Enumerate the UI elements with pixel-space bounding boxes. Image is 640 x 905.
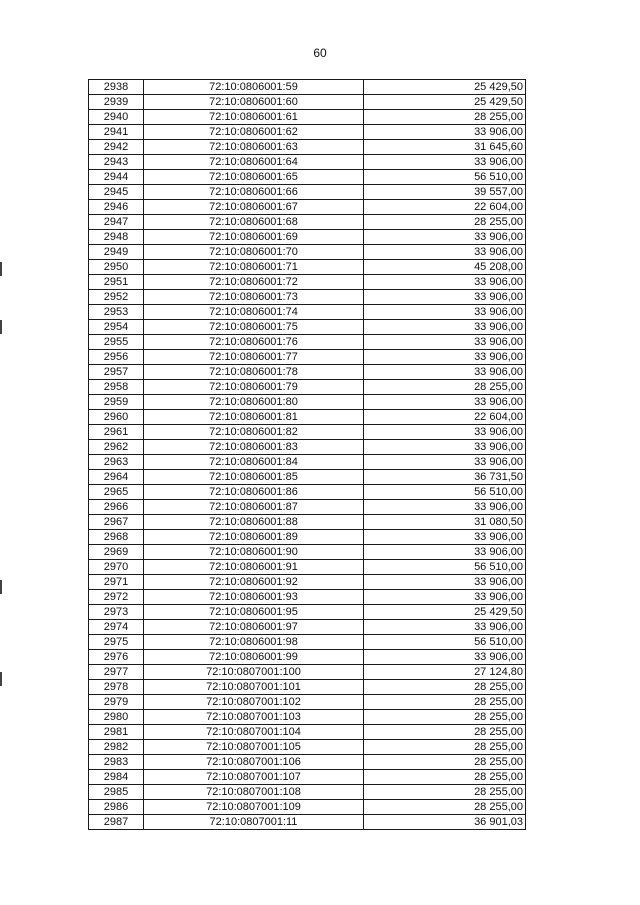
cadastral-number-cell: 72:10:0806001:78 bbox=[144, 365, 364, 380]
cadastral-number-cell: 72:10:0807001:104 bbox=[144, 725, 364, 740]
value-cell: 33 906,00 bbox=[364, 620, 526, 635]
table-row bbox=[89, 530, 526, 545]
row-number-cell: 2958 bbox=[89, 380, 144, 395]
row-number-cell: 2945 bbox=[89, 185, 144, 200]
cadastral-number-cell: 72:10:0806001:90 bbox=[144, 545, 364, 560]
value-cell: 33 906,00 bbox=[364, 530, 526, 545]
table-row bbox=[89, 515, 526, 530]
row-number-cell: 2938 bbox=[89, 80, 144, 95]
cadastral-number-cell: 72:10:0806001:99 bbox=[144, 650, 364, 665]
value-cell: 28 255,00 bbox=[364, 695, 526, 710]
table-row bbox=[89, 380, 526, 395]
value-cell: 33 906,00 bbox=[364, 155, 526, 170]
cadastral-number-cell: 72:10:0806001:61 bbox=[144, 110, 364, 125]
row-number-cell: 2961 bbox=[89, 425, 144, 440]
row-number-cell: 2943 bbox=[89, 155, 144, 170]
table-row bbox=[89, 545, 526, 560]
parcel-table-body bbox=[89, 80, 526, 830]
row-number-cell: 2973 bbox=[89, 605, 144, 620]
table-row bbox=[89, 200, 526, 215]
value-cell: 33 906,00 bbox=[364, 290, 526, 305]
cadastral-number-cell: 72:10:0806001:63 bbox=[144, 140, 364, 155]
cadastral-number-cell: 72:10:0806001:85 bbox=[144, 470, 364, 485]
value-cell: 39 557,00 bbox=[364, 185, 526, 200]
row-number-cell: 2966 bbox=[89, 500, 144, 515]
value-cell: 28 255,00 bbox=[364, 755, 526, 770]
table-row bbox=[89, 365, 526, 380]
table-row bbox=[89, 575, 526, 590]
table-row bbox=[89, 155, 526, 170]
table-row bbox=[89, 80, 526, 95]
value-cell: 33 906,00 bbox=[364, 575, 526, 590]
value-cell: 36 731,50 bbox=[364, 470, 526, 485]
cadastral-number-cell: 72:10:0806001:67 bbox=[144, 200, 364, 215]
cadastral-number-cell: 72:10:0806001:68 bbox=[144, 215, 364, 230]
row-number-cell: 2986 bbox=[89, 800, 144, 815]
cadastral-number-cell: 72:10:0806001:77 bbox=[144, 350, 364, 365]
row-number-cell: 2970 bbox=[89, 560, 144, 575]
table-row bbox=[89, 350, 526, 365]
value-cell: 33 906,00 bbox=[364, 590, 526, 605]
row-number-cell: 2971 bbox=[89, 575, 144, 590]
value-cell: 33 906,00 bbox=[364, 350, 526, 365]
value-cell: 33 906,00 bbox=[364, 305, 526, 320]
scan-edge-mark bbox=[0, 262, 2, 276]
value-cell: 28 255,00 bbox=[364, 800, 526, 815]
value-cell: 33 906,00 bbox=[364, 395, 526, 410]
table-row bbox=[89, 500, 526, 515]
table-row bbox=[89, 740, 526, 755]
table-row bbox=[89, 230, 526, 245]
table-row bbox=[89, 650, 526, 665]
value-cell: 56 510,00 bbox=[364, 170, 526, 185]
table-row bbox=[89, 290, 526, 305]
value-cell: 27 124,80 bbox=[364, 665, 526, 680]
value-cell: 33 906,00 bbox=[364, 500, 526, 515]
value-cell: 25 429,50 bbox=[364, 605, 526, 620]
value-cell: 31 080,50 bbox=[364, 515, 526, 530]
cadastral-number-cell: 72:10:0806001:82 bbox=[144, 425, 364, 440]
row-number-cell: 2980 bbox=[89, 710, 144, 725]
value-cell: 33 906,00 bbox=[364, 125, 526, 140]
value-cell: 33 906,00 bbox=[364, 245, 526, 260]
row-number-cell: 2954 bbox=[89, 320, 144, 335]
row-number-cell: 2956 bbox=[89, 350, 144, 365]
value-cell: 33 906,00 bbox=[364, 650, 526, 665]
value-cell: 33 906,00 bbox=[364, 365, 526, 380]
table-row bbox=[89, 440, 526, 455]
value-cell: 28 255,00 bbox=[364, 380, 526, 395]
value-cell: 33 906,00 bbox=[364, 230, 526, 245]
value-cell: 28 255,00 bbox=[364, 770, 526, 785]
cadastral-number-cell: 72:10:0806001:87 bbox=[144, 500, 364, 515]
row-number-cell: 2941 bbox=[89, 125, 144, 140]
row-number-cell: 2972 bbox=[89, 590, 144, 605]
cadastral-number-cell: 72:10:0806001:64 bbox=[144, 155, 364, 170]
table-row bbox=[89, 185, 526, 200]
cadastral-number-cell: 72:10:0807001:107 bbox=[144, 770, 364, 785]
table-row bbox=[89, 95, 526, 110]
value-cell: 56 510,00 bbox=[364, 560, 526, 575]
row-number-cell: 2965 bbox=[89, 485, 144, 500]
row-number-cell: 2948 bbox=[89, 230, 144, 245]
table-row bbox=[89, 260, 526, 275]
row-number-cell: 2940 bbox=[89, 110, 144, 125]
row-number-cell: 2984 bbox=[89, 770, 144, 785]
row-number-cell: 2944 bbox=[89, 170, 144, 185]
table-row bbox=[89, 725, 526, 740]
cadastral-number-cell: 72:10:0806001:72 bbox=[144, 275, 364, 290]
value-cell: 36 901,03 bbox=[364, 815, 526, 830]
row-number-cell: 2982 bbox=[89, 740, 144, 755]
value-cell: 33 906,00 bbox=[364, 455, 526, 470]
table-row bbox=[89, 335, 526, 350]
value-cell: 33 906,00 bbox=[364, 425, 526, 440]
table-row bbox=[89, 785, 526, 800]
scan-edge-mark bbox=[0, 320, 2, 334]
row-number-cell: 2967 bbox=[89, 515, 144, 530]
table-row bbox=[89, 125, 526, 140]
cadastral-number-cell: 72:10:0806001:93 bbox=[144, 590, 364, 605]
table-row bbox=[89, 305, 526, 320]
value-cell: 33 906,00 bbox=[364, 545, 526, 560]
value-cell: 28 255,00 bbox=[364, 740, 526, 755]
cadastral-number-cell: 72:10:0806001:91 bbox=[144, 560, 364, 575]
cadastral-number-cell: 72:10:0806001:76 bbox=[144, 335, 364, 350]
row-number-cell: 2978 bbox=[89, 680, 144, 695]
table-row bbox=[89, 455, 526, 470]
table-row bbox=[89, 170, 526, 185]
value-cell: 33 906,00 bbox=[364, 440, 526, 455]
value-cell: 33 906,00 bbox=[364, 335, 526, 350]
row-number-cell: 2964 bbox=[89, 470, 144, 485]
cadastral-number-cell: 72:10:0806001:80 bbox=[144, 395, 364, 410]
table-row bbox=[89, 425, 526, 440]
row-number-cell: 2962 bbox=[89, 440, 144, 455]
value-cell: 28 255,00 bbox=[364, 785, 526, 800]
row-number-cell: 2949 bbox=[89, 245, 144, 260]
table-row bbox=[89, 485, 526, 500]
row-number-cell: 2939 bbox=[89, 95, 144, 110]
value-cell: 33 906,00 bbox=[364, 320, 526, 335]
row-number-cell: 2952 bbox=[89, 290, 144, 305]
table-row bbox=[89, 710, 526, 725]
table-row bbox=[89, 245, 526, 260]
value-cell: 22 604,00 bbox=[364, 410, 526, 425]
value-cell: 45 208,00 bbox=[364, 260, 526, 275]
cadastral-number-cell: 72:10:0806001:84 bbox=[144, 455, 364, 470]
cadastral-number-cell: 72:10:0807001:103 bbox=[144, 710, 364, 725]
row-number-cell: 2975 bbox=[89, 635, 144, 650]
row-number-cell: 2976 bbox=[89, 650, 144, 665]
cadastral-number-cell: 72:10:0807001:106 bbox=[144, 755, 364, 770]
value-cell: 28 255,00 bbox=[364, 680, 526, 695]
row-number-cell: 2950 bbox=[89, 260, 144, 275]
cadastral-number-cell: 72:10:0806001:83 bbox=[144, 440, 364, 455]
row-number-cell: 2963 bbox=[89, 455, 144, 470]
row-number-cell: 2955 bbox=[89, 335, 144, 350]
cadastral-number-cell: 72:10:0807001:100 bbox=[144, 665, 364, 680]
value-cell: 56 510,00 bbox=[364, 485, 526, 500]
row-number-cell: 2974 bbox=[89, 620, 144, 635]
cadastral-number-cell: 72:10:0806001:71 bbox=[144, 260, 364, 275]
row-number-cell: 2959 bbox=[89, 395, 144, 410]
cadastral-number-cell: 72:10:0806001:59 bbox=[144, 80, 364, 95]
value-cell: 33 906,00 bbox=[364, 275, 526, 290]
table-row bbox=[89, 680, 526, 695]
table-row bbox=[89, 215, 526, 230]
table-row bbox=[89, 815, 526, 830]
table-row bbox=[89, 590, 526, 605]
page-number: 60 bbox=[313, 46, 327, 60]
row-number-cell: 2981 bbox=[89, 725, 144, 740]
table-row bbox=[89, 635, 526, 650]
cadastral-number-cell: 72:10:0806001:69 bbox=[144, 230, 364, 245]
row-number-cell: 2960 bbox=[89, 410, 144, 425]
table-row bbox=[89, 140, 526, 155]
table-row bbox=[89, 620, 526, 635]
cadastral-number-cell: 72:10:0806001:92 bbox=[144, 575, 364, 590]
cadastral-number-cell: 72:10:0806001:95 bbox=[144, 605, 364, 620]
cadastral-number-cell: 72:10:0807001:102 bbox=[144, 695, 364, 710]
scan-edge-mark bbox=[0, 672, 2, 686]
row-number-cell: 2953 bbox=[89, 305, 144, 320]
value-cell: 28 255,00 bbox=[364, 110, 526, 125]
table-row bbox=[89, 800, 526, 815]
cadastral-number-cell: 72:10:0807001:108 bbox=[144, 785, 364, 800]
table-row bbox=[89, 605, 526, 620]
table-row bbox=[89, 320, 526, 335]
value-cell: 22 604,00 bbox=[364, 200, 526, 215]
row-number-cell: 2951 bbox=[89, 275, 144, 290]
table-row bbox=[89, 695, 526, 710]
row-number-cell: 2977 bbox=[89, 665, 144, 680]
row-number-cell: 2946 bbox=[89, 200, 144, 215]
cadastral-number-cell: 72:10:0806001:66 bbox=[144, 185, 364, 200]
table-row bbox=[89, 770, 526, 785]
value-cell: 28 255,00 bbox=[364, 215, 526, 230]
cadastral-number-cell: 72:10:0807001:11 bbox=[144, 815, 364, 830]
table-row bbox=[89, 470, 526, 485]
value-cell: 31 645,60 bbox=[364, 140, 526, 155]
row-number-cell: 2942 bbox=[89, 140, 144, 155]
table-row bbox=[89, 110, 526, 125]
cadastral-number-cell: 72:10:0806001:88 bbox=[144, 515, 364, 530]
table-row bbox=[89, 755, 526, 770]
cadastral-number-cell: 72:10:0807001:105 bbox=[144, 740, 364, 755]
cadastral-number-cell: 72:10:0806001:73 bbox=[144, 290, 364, 305]
value-cell: 28 255,00 bbox=[364, 725, 526, 740]
row-number-cell: 2979 bbox=[89, 695, 144, 710]
cadastral-number-cell: 72:10:0807001:109 bbox=[144, 800, 364, 815]
row-number-cell: 2987 bbox=[89, 815, 144, 830]
value-cell: 25 429,50 bbox=[364, 95, 526, 110]
value-cell: 56 510,00 bbox=[364, 635, 526, 650]
cadastral-number-cell: 72:10:0806001:60 bbox=[144, 95, 364, 110]
cadastral-number-cell: 72:10:0807001:101 bbox=[144, 680, 364, 695]
table-row bbox=[89, 395, 526, 410]
value-cell: 25 429,50 bbox=[364, 80, 526, 95]
cadastral-number-cell: 72:10:0806001:97 bbox=[144, 620, 364, 635]
cadastral-number-cell: 72:10:0806001:74 bbox=[144, 305, 364, 320]
table-row bbox=[89, 410, 526, 425]
row-number-cell: 2969 bbox=[89, 545, 144, 560]
cadastral-number-cell: 72:10:0806001:89 bbox=[144, 530, 364, 545]
cadastral-number-cell: 72:10:0806001:70 bbox=[144, 245, 364, 260]
value-cell: 28 255,00 bbox=[364, 710, 526, 725]
cadastral-number-cell: 72:10:0806001:62 bbox=[144, 125, 364, 140]
row-number-cell: 2947 bbox=[89, 215, 144, 230]
table-row bbox=[89, 665, 526, 680]
scan-edge-mark bbox=[0, 580, 2, 594]
parcel-table bbox=[88, 79, 526, 830]
cadastral-number-cell: 72:10:0806001:79 bbox=[144, 380, 364, 395]
row-number-cell: 2968 bbox=[89, 530, 144, 545]
cadastral-number-cell: 72:10:0806001:75 bbox=[144, 320, 364, 335]
cadastral-number-cell: 72:10:0806001:86 bbox=[144, 485, 364, 500]
cadastral-number-cell: 72:10:0806001:81 bbox=[144, 410, 364, 425]
row-number-cell: 2985 bbox=[89, 785, 144, 800]
cadastral-number-cell: 72:10:0806001:65 bbox=[144, 170, 364, 185]
row-number-cell: 2957 bbox=[89, 365, 144, 380]
table-row bbox=[89, 560, 526, 575]
table-row bbox=[89, 275, 526, 290]
row-number-cell: 2983 bbox=[89, 755, 144, 770]
cadastral-number-cell: 72:10:0806001:98 bbox=[144, 635, 364, 650]
